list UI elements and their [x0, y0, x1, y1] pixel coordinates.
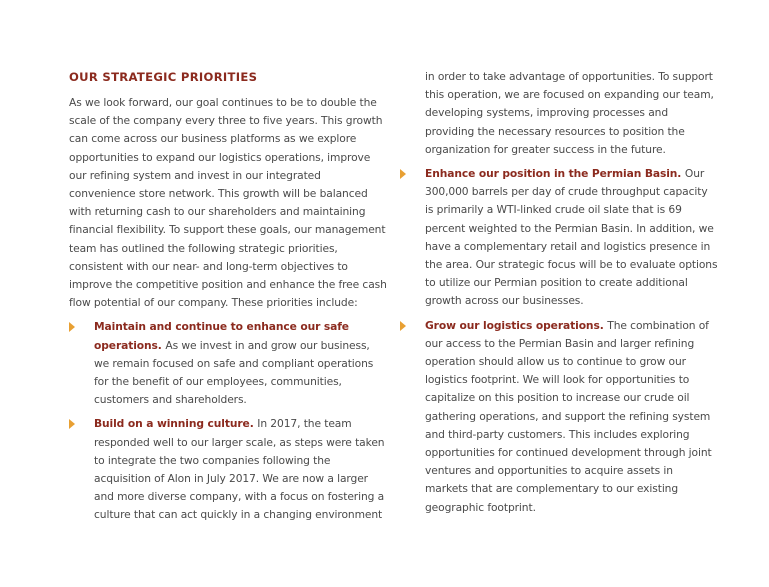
priority-item-permian-basin [400, 165, 718, 311]
bullet-arrow-icon [69, 322, 75, 332]
priority-item-logistics [400, 317, 718, 517]
priority-title: Build on a winning culture. [94, 417, 258, 431]
priority-text: As we invest in and grow our business, we remain focused on safe and compliant operations for the benefit of our employees, communities, customers and shareholders. [94, 338, 374, 407]
right-column [400, 68, 718, 517]
priority-title: Grow our logistics operations. [425, 318, 608, 332]
bullet-arrow-icon [400, 169, 406, 179]
left-column [69, 68, 387, 525]
priority-text: In 2017, the team responded well to our larger scale, as steps were taken to integrate the two companies following the acquisition of Alon in July 2017. We are now a larger and more diverse company, with a focus on fostering a culture that can act quickly in a changing environment [94, 417, 385, 522]
bullet-arrow-icon [69, 419, 75, 429]
priority-item-winning-culture [69, 415, 387, 524]
priority-title: Enhance our position in the Permian Basin. [425, 167, 685, 181]
continuation-paragraph: in order to take advantage of opportunities. To support this operation, we are focused on expanding our team, developing systems, improving processes and providing the necessary resources to position the organization for greater success in the future. [425, 70, 714, 156]
priority-item-safe-operations [69, 318, 387, 409]
priority-text: The combination of our access to the Permian Basin and larger refining operation should allow us to continue to grow our logistics footprint. We will look for opportunities to capitalize on this position to increase our crude oil gathering operations, and support the refining system and third-party customers. This includes exploring opportunities for continued development through joint ventures and opportunities to acquire assets in markets that are complementary to our existing geographic footprint. [425, 318, 712, 514]
bullet-arrow-icon [400, 321, 406, 331]
intro-paragraph: As we look forward, our goal continues to be to double the scale of the company every three to five years. This growth can come across our business platforms as we explore opportunities to expand our logistics operations, improve our refining system and invest in our integrated convenience store network. This growth will be balanced with returning cash to our shareholders and maintaining financial flexibility. To support these goals, our management team has outlined the following strategic priorities, consistent with our near- and long-term objectives to improve the competitive position and enhance the free cash flow potential of our company. These priorities include: [69, 96, 387, 310]
section-heading: OUR STRATEGIC PRIORITIES [69, 70, 258, 84]
priority-text: Our 300,000 barrels per day of crude throughput capacity is primarily a WTI-linked crude oil slate that is 69 percent weighted to the Permian Basin. In addition, we have a complementary retail and logistics presence in the area. Our strategic focus will be to evaluate options to utilize our Permian position to create additional growth across our businesses. [425, 167, 718, 308]
priority-title: Maintain and continue to enhance our safe operations. [94, 320, 349, 352]
